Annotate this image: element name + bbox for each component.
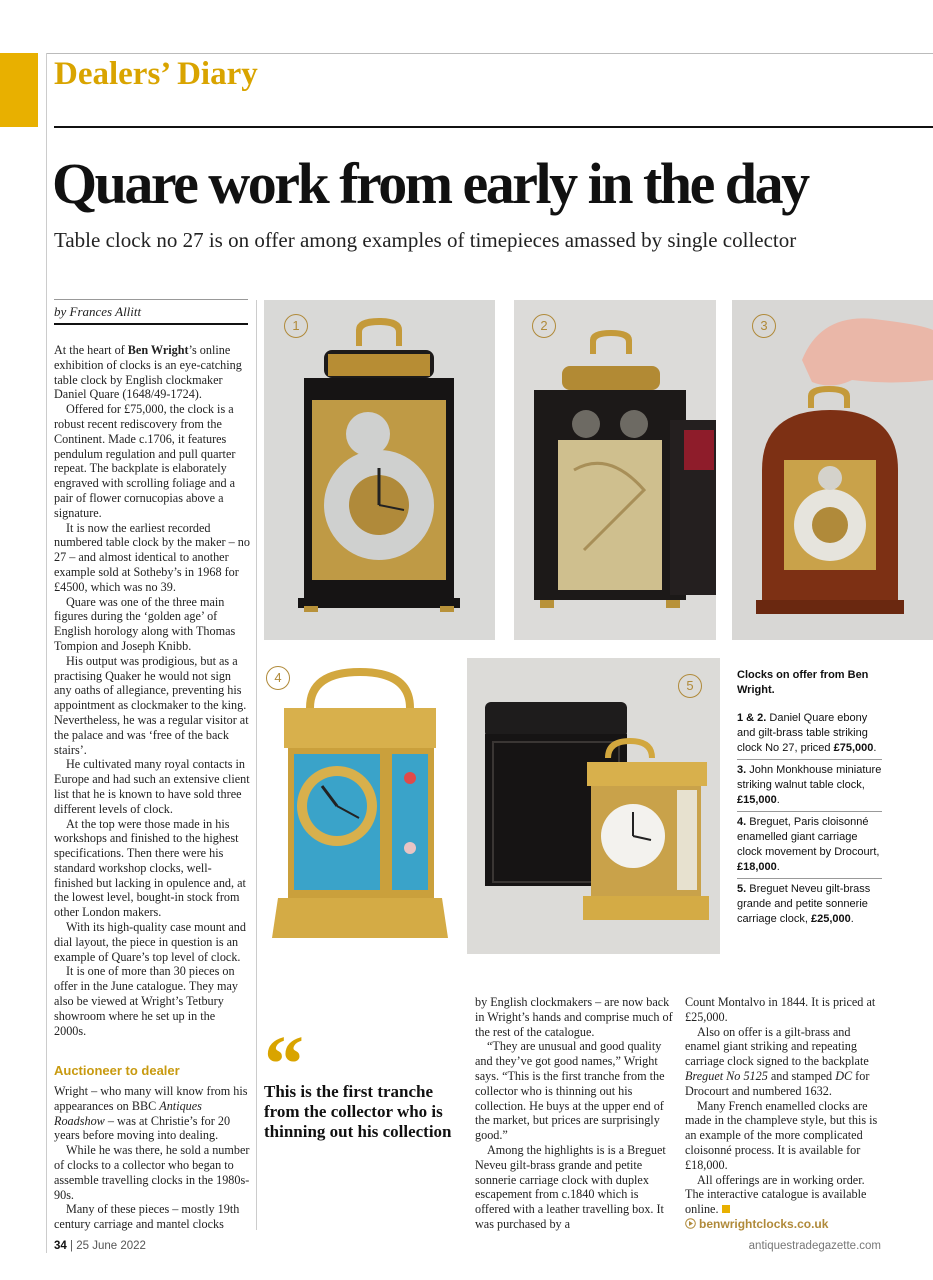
- caption-intro: Clocks on offer from Ben Wright.: [737, 669, 869, 696]
- photo-quare-clock-backplate: [514, 300, 716, 640]
- programme-title: Antiques Roadshow: [54, 1098, 202, 1128]
- article-column-1-continued: [54, 1084, 250, 1232]
- article-column-3: [475, 995, 675, 1232]
- photo-number-1: 1: [284, 314, 308, 338]
- article-column-4: [685, 995, 885, 1232]
- photo-number-2: 2: [532, 314, 556, 338]
- caption-label: 1 & 2.: [737, 712, 767, 724]
- enamel-carriage-clock-illustration: [264, 658, 456, 954]
- photo-number-4: 4: [266, 666, 290, 690]
- photo-quare-table-clock: [264, 300, 495, 640]
- section-accent-bar: [0, 53, 38, 127]
- paragraph: [54, 1084, 250, 1143]
- text-run: and stamped: [767, 1068, 836, 1083]
- paragraph: Offered for £75,000, the clock is a robust recent rediscovery from the Continent. Made c.1706, it features pendulum regulation and pull quarter repeat. The backplate is elaborately engraved with scrolling foliage and a pair of flower cornucopias above a signature.: [54, 402, 236, 520]
- photo-number-5: 5: [678, 674, 702, 698]
- caption-price: £15,000: [737, 794, 777, 806]
- page-number: 34: [54, 1240, 67, 1252]
- caption-label: 3.: [737, 764, 747, 776]
- paragraph: [685, 1173, 885, 1217]
- play-link-icon: [685, 1218, 696, 1229]
- dealer-name: Ben Wright: [127, 343, 189, 357]
- pull-quote: This is the first tranche from the collector who is thinning out his collection: [264, 1082, 452, 1141]
- folio-separator: |: [70, 1240, 73, 1252]
- paragraph: Many of these pieces – mostly 19th century carriage and mantel clocks: [54, 1202, 240, 1232]
- text-run: All offerings are in working order. The interactive catalogue is available online.: [685, 1172, 867, 1217]
- section-title: Dealers’ Diary: [54, 56, 258, 92]
- paragraph: He cultivated many royal contacts in Europe and had such an extensive client list that he is known to have sold three different levels of clock.: [54, 757, 250, 816]
- paragraph: Count Montalvo in 1844. It is priced at £25,000.: [685, 995, 876, 1024]
- quote-mark-icon: “: [264, 1021, 304, 1109]
- caption-price: £18,000: [737, 861, 777, 873]
- paragraph: At the top were those made in his workshops and finished to the highest specifications. Then there were his standard workshop clocks, well-finished but lacking in opulence and, at the lowest level, bought-in stock from other London makers.: [54, 816, 246, 920]
- photo-breguet-neveu-carriage-clock: [467, 658, 720, 954]
- text-run: for Drocourt and numbered 1632.: [685, 1068, 870, 1098]
- paragraph: by English clockmakers – are now back in Wright’s hands and comprise much of the rest of the catalogue.: [475, 995, 673, 1039]
- caption-end: .: [776, 861, 780, 873]
- photo-number-3: 3: [752, 314, 776, 338]
- text-run: At the heart of: [54, 343, 128, 357]
- paragraph: Quare was one of the three main figures during the ‘golden age’ of English horology along with Thomas Tompion and Joseph Knibb.: [54, 594, 236, 653]
- column-divider: [256, 300, 257, 1230]
- caption-text: John Monkhouse miniature striking walnut table clock,: [737, 764, 882, 791]
- byline: by Frances Allitt: [54, 304, 142, 319]
- byline-rule-top: [54, 299, 248, 300]
- end-mark-icon: [722, 1205, 730, 1213]
- caption-label: 5.: [737, 883, 747, 895]
- walnut-clock-illustration: [732, 300, 933, 640]
- caption-price: £25,000: [810, 913, 851, 925]
- standfirst: Table clock no 27 is on offer among examples of timepieces amassed by single collector: [54, 228, 797, 252]
- left-rule: [46, 53, 47, 1253]
- caption-item: [737, 878, 882, 927]
- page-folio: [54, 1240, 146, 1252]
- headline: Quare work from early in the day: [52, 151, 808, 216]
- caption-item: [737, 708, 882, 756]
- caption-end: .: [776, 794, 780, 806]
- website-link[interactable]: benwrightclocks.co.uk: [699, 1216, 829, 1231]
- paragraph: It is now the earliest recorded numbered table clock by the maker – no 27 – and almost identical to another example sold at Sotheby’s in 1968 for £4500, which was no 39.: [54, 520, 250, 594]
- header-rule: [54, 126, 933, 128]
- clock-illustration: [264, 300, 495, 640]
- caption-item: [737, 811, 882, 875]
- paragraph: While he was there, he sold a number of clocks to a collector who began to assemble travelling clocks in the 1980s-90s.: [54, 1143, 250, 1202]
- text-run: Wright – who many will know from his appearances on BBC: [54, 1084, 248, 1113]
- clock-back-illustration: [514, 300, 716, 640]
- subhead: Auctioneer to dealer: [54, 1063, 180, 1078]
- caption-item: [737, 759, 882, 808]
- caption-text: Daniel Quare ebony and gilt-brass table striking clock No 27, priced: [737, 712, 868, 754]
- paragraph: With its high-quality case mount and dial layout, the piece in question is an example of Quare’s top level of clock.: [54, 920, 246, 964]
- web-link-line: [685, 1217, 885, 1232]
- caption-price: £75,000: [833, 742, 874, 754]
- photo-monkhouse-walnut-clock: [732, 300, 933, 640]
- maker-stamp: DC: [835, 1068, 853, 1083]
- backplate-signature: Breguet No 5125: [685, 1068, 768, 1083]
- text-run: Also on offer is a gilt-brass and enamel giant striking and repeating carriage clock signed to the backplate: [685, 1024, 869, 1069]
- publication-website: antiquestradegazette.com: [748, 1240, 881, 1252]
- caption-end: .: [873, 742, 877, 754]
- paragraph: His output was prodigious, but as a practising Quaker he would not sign any oaths of allegiance, preventing his appointment as clockmaker to the king. Nevertheless, he was a regular visitor at the palace and was ‘free of the back stairs’.: [54, 653, 249, 757]
- paragraph: Among the highlights is is a Breguet Neveu gilt-brass grande and petite sonnerie carriage clock with duplex escapement from c.1840 which is offered with a leather travelling box. It was purchased by a: [475, 1142, 666, 1231]
- carriage-clock-with-case-illustration: [467, 658, 720, 954]
- caption-label: 4.: [737, 816, 747, 828]
- text-run: ’s online exhibition of clocks is an eye-catching table clock by English clockmaker Daniel Quare (1648/49-1724).: [54, 343, 242, 402]
- text-run: – was at Christie’s for 20 years before moving into dealing.: [54, 1113, 231, 1143]
- paragraph: It is one of more than 30 pieces on offer in the June catalogue. They may also be viewed at Wright’s Tetbury showroom where he set up in the 2000s.: [54, 964, 238, 1038]
- paragraph: “They are unusual and good quality and they’ve got good names,” Wright says. “This is the first tranche from the collector who is thinning out his collection. He buys at the upper end of the market, but prices are surprisingly good.”: [475, 1039, 665, 1143]
- paragraph: [54, 343, 250, 402]
- photo-breguet-cloisonne-clock: [264, 658, 456, 954]
- photo-caption: [737, 668, 882, 927]
- top-rule: [46, 53, 933, 54]
- caption-end: .: [850, 913, 854, 925]
- paragraph: Many French enamelled clocks are made in the champleve style, but this is an example of the more complicated cloisonné process. It is available for £18,000.: [685, 1098, 878, 1172]
- caption-text: Breguet Neveu gilt-brass grande and petite sonnerie carriage clock,: [737, 883, 871, 925]
- caption-text: Breguet, Paris cloisonné enamelled giant carriage clock movement by Drocourt,: [737, 816, 880, 858]
- article-column-1: [54, 343, 250, 1038]
- issue-date: 25 June 2022: [76, 1240, 146, 1252]
- paragraph: [685, 1025, 885, 1099]
- byline-rule-bottom: [54, 323, 248, 325]
